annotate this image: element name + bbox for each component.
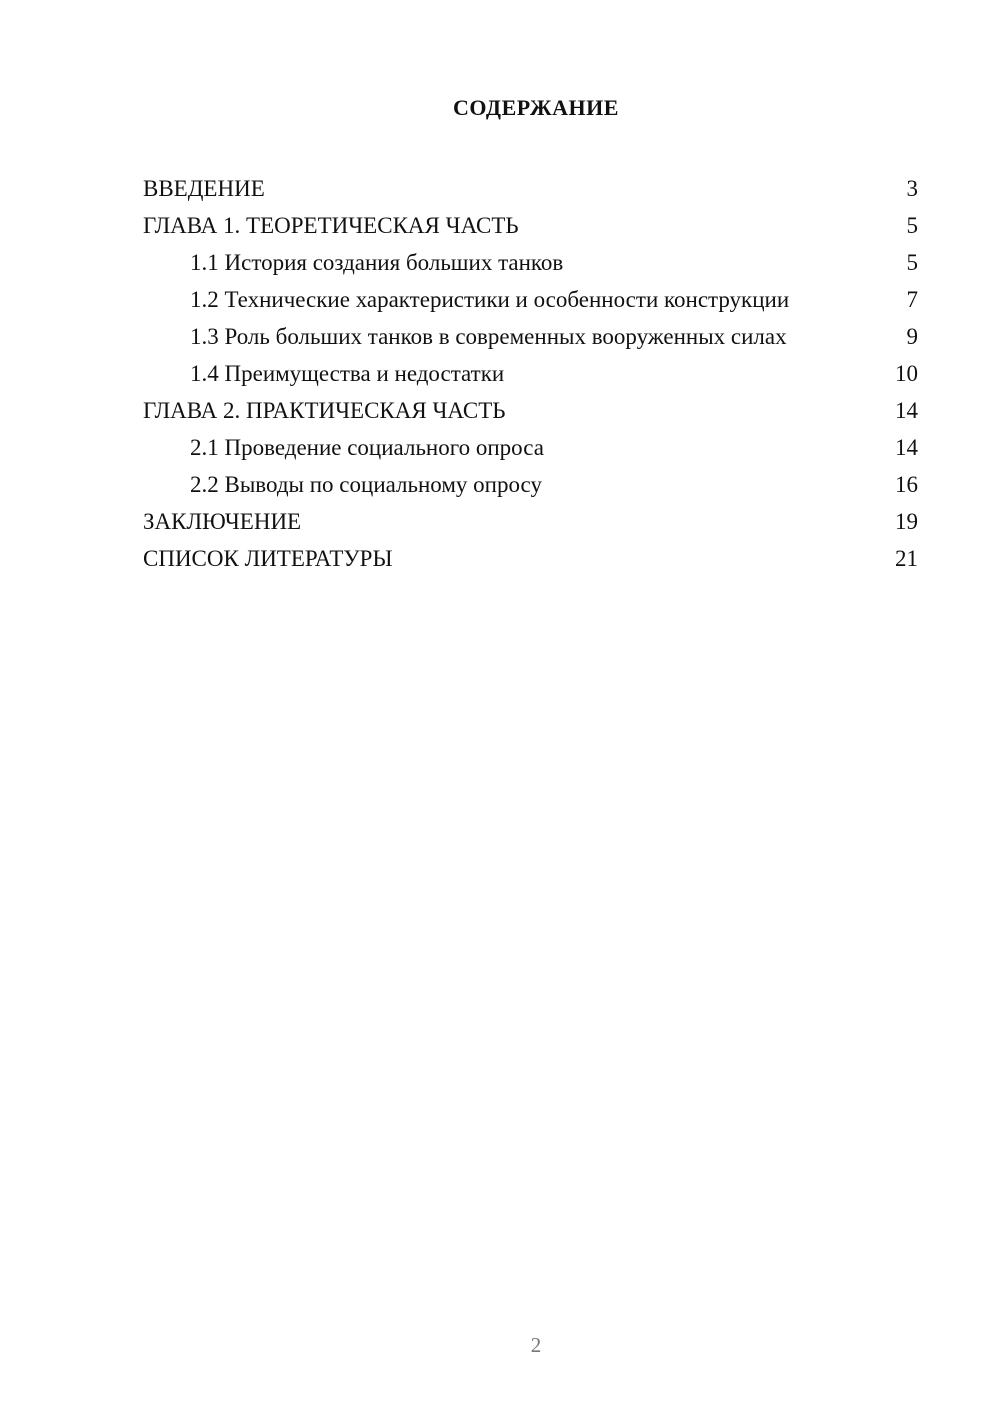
page-number: 2 (530, 1333, 542, 1357)
toc-entry (143, 392, 918, 429)
table-of-contents (143, 170, 918, 577)
toc-entry (143, 355, 918, 392)
toc-entry-page: 19 (895, 508, 918, 534)
toc-entry-label: 1.3 Роль больших танков в современных вооруженных силах (190, 323, 787, 349)
toc-entry-page: 7 (906, 286, 918, 312)
toc-entry-page: 21 (895, 545, 918, 571)
toc-entry (143, 466, 918, 503)
toc-entry-label: 2.1 Проведение социального опроса (190, 434, 544, 460)
toc-entry-page: 5 (906, 212, 918, 238)
toc-entry-page: 16 (895, 471, 918, 497)
toc-entry-label: 1.4 Преимущества и недостатки (190, 360, 505, 386)
toc-entry-label: ГЛАВА 2. ПРАКТИЧЕСКАЯ ЧАСТЬ (143, 397, 506, 423)
toc-entry-label: СПИСОК ЛИТЕРАТУРЫ (143, 545, 393, 571)
toc-entry-page: 5 (906, 249, 918, 275)
toc-entry-page: 10 (895, 360, 918, 386)
toc-entry (143, 281, 918, 318)
toc-entry-page: 9 (906, 323, 918, 349)
toc-entry-label: 1.1 История создания больших танков (190, 249, 564, 275)
toc-entry (143, 429, 918, 466)
toc-entry (143, 207, 918, 244)
toc-entry-label: ВВЕДЕНИЕ (143, 175, 265, 201)
toc-entry-label: ЗАКЛЮЧЕНИЕ (143, 508, 302, 534)
toc-entry (143, 318, 918, 355)
toc-entry-page: 14 (895, 434, 918, 460)
page-title: СОДЕРЖАНИЕ (453, 95, 619, 120)
toc-entry-page: 14 (895, 397, 918, 423)
toc-entry-label: 2.2 Выводы по социальному опросу (190, 471, 542, 497)
toc-entry-label: 1.2 Технические характеристики и особенности конструкции (190, 286, 790, 312)
toc-entry-label: ГЛАВА 1. ТЕОРЕТИЧЕСКАЯ ЧАСТЬ (143, 212, 519, 238)
toc-entry (143, 503, 918, 540)
toc-entry (143, 170, 918, 207)
toc-entry (143, 244, 918, 281)
toc-entry-page: 3 (906, 175, 918, 201)
toc-entry (143, 540, 918, 577)
